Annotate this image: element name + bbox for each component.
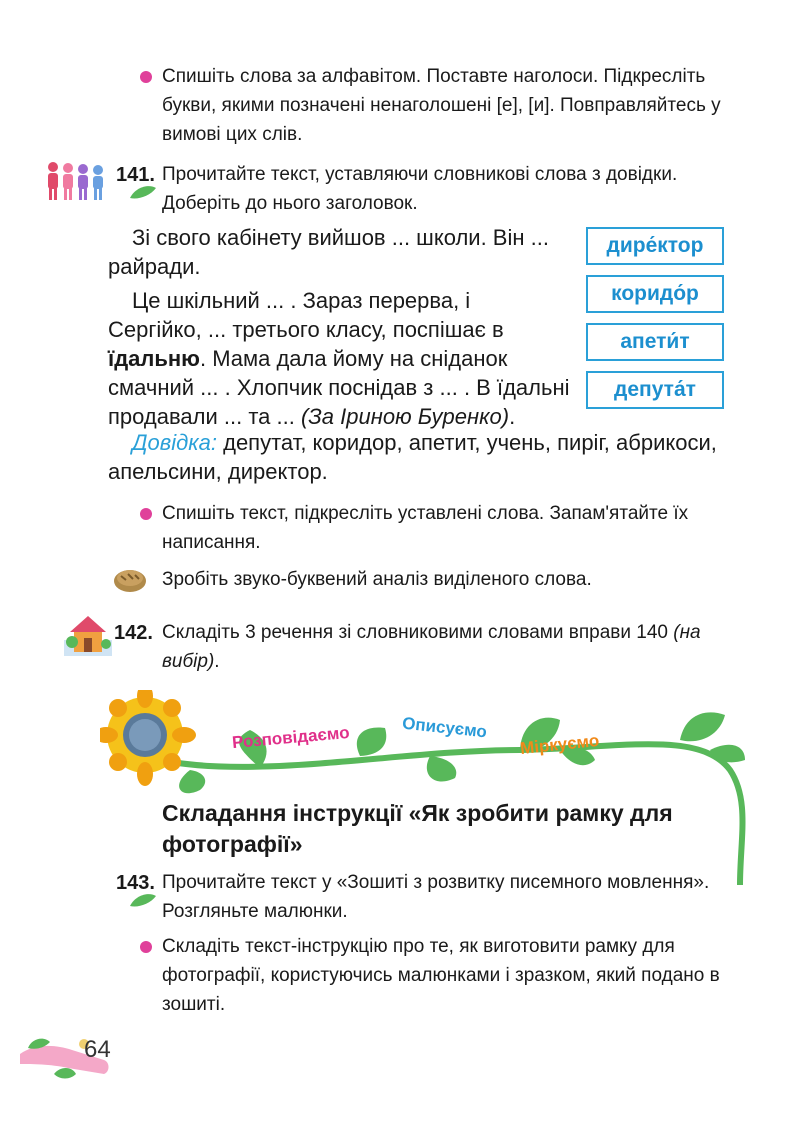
exercise-142-end: . <box>214 651 220 672</box>
exercise-141-task-3: Зробіть звуко-буквений аналіз виділеного слова. <box>162 569 592 590</box>
word-box-deputy: депута́т <box>586 371 724 409</box>
text-p2-part-a: Це шкільний ... . Зараз перерва, і Сергійко, ... третього класу, поспішає в <box>108 288 504 342</box>
text-p2-part-b: . Мама дала йому на сніданок смачний ... . Хлопчик поснідав з ... . В їдальні продавали ... та ... <box>108 346 570 429</box>
word-box-director: дире́ктор <box>586 227 724 265</box>
exercise-142-italic: (на вибір) <box>162 622 701 672</box>
hint-label: Довідка: <box>132 430 217 455</box>
word-box-corridor: коридо́р <box>586 275 724 313</box>
text-end: . <box>509 404 516 429</box>
children-group-icon <box>44 160 108 202</box>
section-title: Складання інструкції «Як зробити рамку для фотографії» <box>162 800 673 857</box>
leaf-icon <box>128 184 158 200</box>
word-box-appetite: апети́т <box>586 323 724 361</box>
exercise-141-hint <box>108 428 728 486</box>
text-paragraph-1: Зі свого кабінету вийшов ... школи. Він ... райради. <box>108 225 549 279</box>
exercise-142-task <box>162 618 727 676</box>
exercise-141-number: 141. <box>116 164 155 186</box>
exercise-143-number: 143. <box>116 872 155 894</box>
banner-word-narrate: Розповідаємо <box>231 722 351 753</box>
intro-task: Спишіть слова за алфавітом. Поставте наголоси. Підкресліть букви, якими позначені ненаголошені [е], [и]. Повправляйтесь у вимові цих слів. <box>162 66 721 145</box>
exercise-142-text: Складіть 3 речення зі словниковими словами вправи 140 <box>162 622 674 643</box>
banner-word-describe: Описуємо <box>401 713 488 742</box>
text-source: (За Іриною Буренко) <box>300 404 510 429</box>
exercise-141-task-2: Спишіть текст, підкресліть уставлені слова. Запам'ятайте їх написання. <box>162 503 689 553</box>
leaf-icon <box>128 892 158 908</box>
exercise-141-task: Прочитайте текст, уставляючи словникові слова з довідки. Доберіть до нього заголовок. <box>162 164 678 214</box>
sunflower-icon <box>100 690 196 786</box>
loaf-icon <box>112 566 148 594</box>
hint-text: депутат, коридор, апетит, учень, пиріг, абрикоси, апельсини, директор. <box>108 430 717 484</box>
text-paragraph-2 <box>108 286 570 431</box>
banner-word-reason: Міркуємо <box>519 730 601 759</box>
house-icon <box>62 612 114 658</box>
exercise-143-task: Прочитайте текст у «Зошиті з розвитку писемного мовлення». Розгляньте малюнки. <box>162 872 710 922</box>
exercise-142-number: 142. <box>114 622 153 644</box>
exercise-143-task-2: Складіть текст-інструкцію про те, як виготовити рамку для фотографії, користуючись малюнками і зразком, який подано в зошиті. <box>162 936 720 1015</box>
bullet-icon <box>140 71 152 83</box>
page-number: 64 <box>84 1036 111 1063</box>
bullet-icon <box>140 508 152 520</box>
highlighted-word: їдальню <box>108 346 200 371</box>
exercise-141-text <box>108 223 570 431</box>
bullet-icon <box>140 941 152 953</box>
